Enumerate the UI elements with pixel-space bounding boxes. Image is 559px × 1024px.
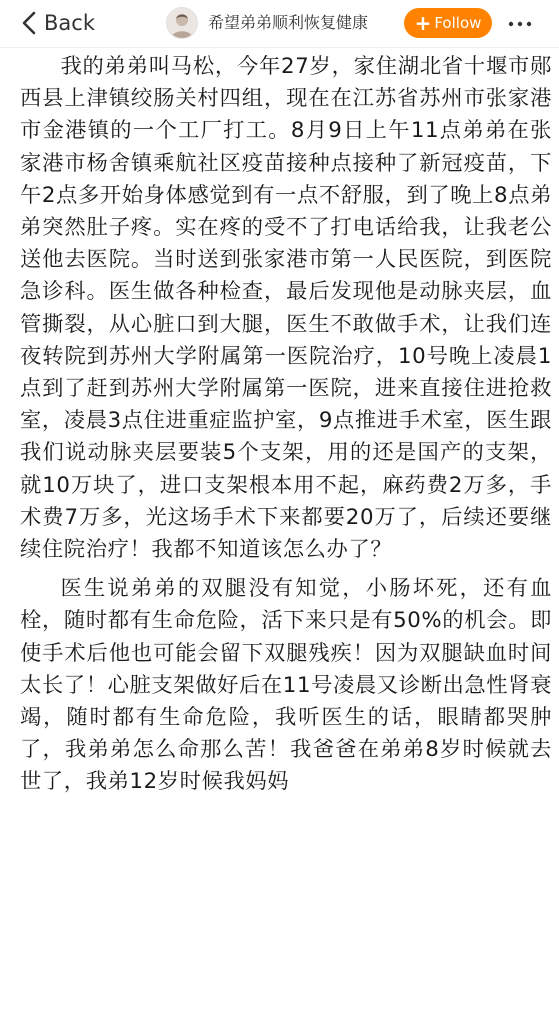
plus-icon: + (414, 11, 432, 35)
top-nav-bar (0, 0, 559, 48)
more-button[interactable] (503, 9, 537, 39)
follow-button[interactable] (404, 8, 492, 38)
more-dots-icon (508, 21, 532, 27)
post-paragraph-1: 我的弟弟叫马松，今年27岁，家住湖北省十堰市郧西县上津镇绞肠关村四组，现在在江苏省苏州市张家港市金港镇的一个工厂打工。8月9日上午11点弟弟在张家港市杨舍镇乘航社区疫苗接种点接种了新冠疫苗，下午2点多开始身体感觉到有一点不舒服，到了晚上8点弟弟突然肚子疼。实在疼的受不了打电话给我，让我老公送他去医院。当时送到张家港市第一人民医院，到医院急诊科。医生做各种检查，最后发现他是动脉夹层，血管撕裂，从心脏口到大腿，医生不敢做手术，让我们连夜转院到苏州大学附属第一医院治疗，10号晚上凌晨1点到了赶到苏州大学附属第一医院，进来直接住进抢救室，凌晨3点住进重症监护室，9点推进手术室，医生跟我们说动脉夹层要装5个支架，用的还是国产的支架，就10万块了，进口支架根本用不起，麻药费2万多，手术费7万多，光这场手术下来都要20万了，后续还要继续住院治疗！我都不知道该怎么办了？ (20, 54, 552, 563)
back-button[interactable] (22, 6, 95, 40)
user-avatar[interactable] (166, 7, 198, 39)
username[interactable]: 希望弟弟顺利恢复健康 (208, 13, 369, 32)
chevron-left-icon (22, 11, 36, 35)
post-paragraph-2: 医生说弟弟的双腿没有知觉，小肠坏死，还有血栓，随时都有生命危险，活下来只是有50%的机会。即使手术后他也可能会留下双腿残疾！因为双腿缺血时间太长了！心脏支架做好后在11号凌晨又诊断出急性肾衰竭，随时都有生命危险，我听医生的话，眼睛都哭肿了，我弟弟怎么命那么苦！我爸爸在弟弟8岁时候就去世了，我弟12岁时候我妈妈 (20, 576, 552, 795)
follow-label: Follow (434, 14, 482, 32)
post-content (20, 51, 552, 799)
back-label: Back (44, 11, 95, 35)
